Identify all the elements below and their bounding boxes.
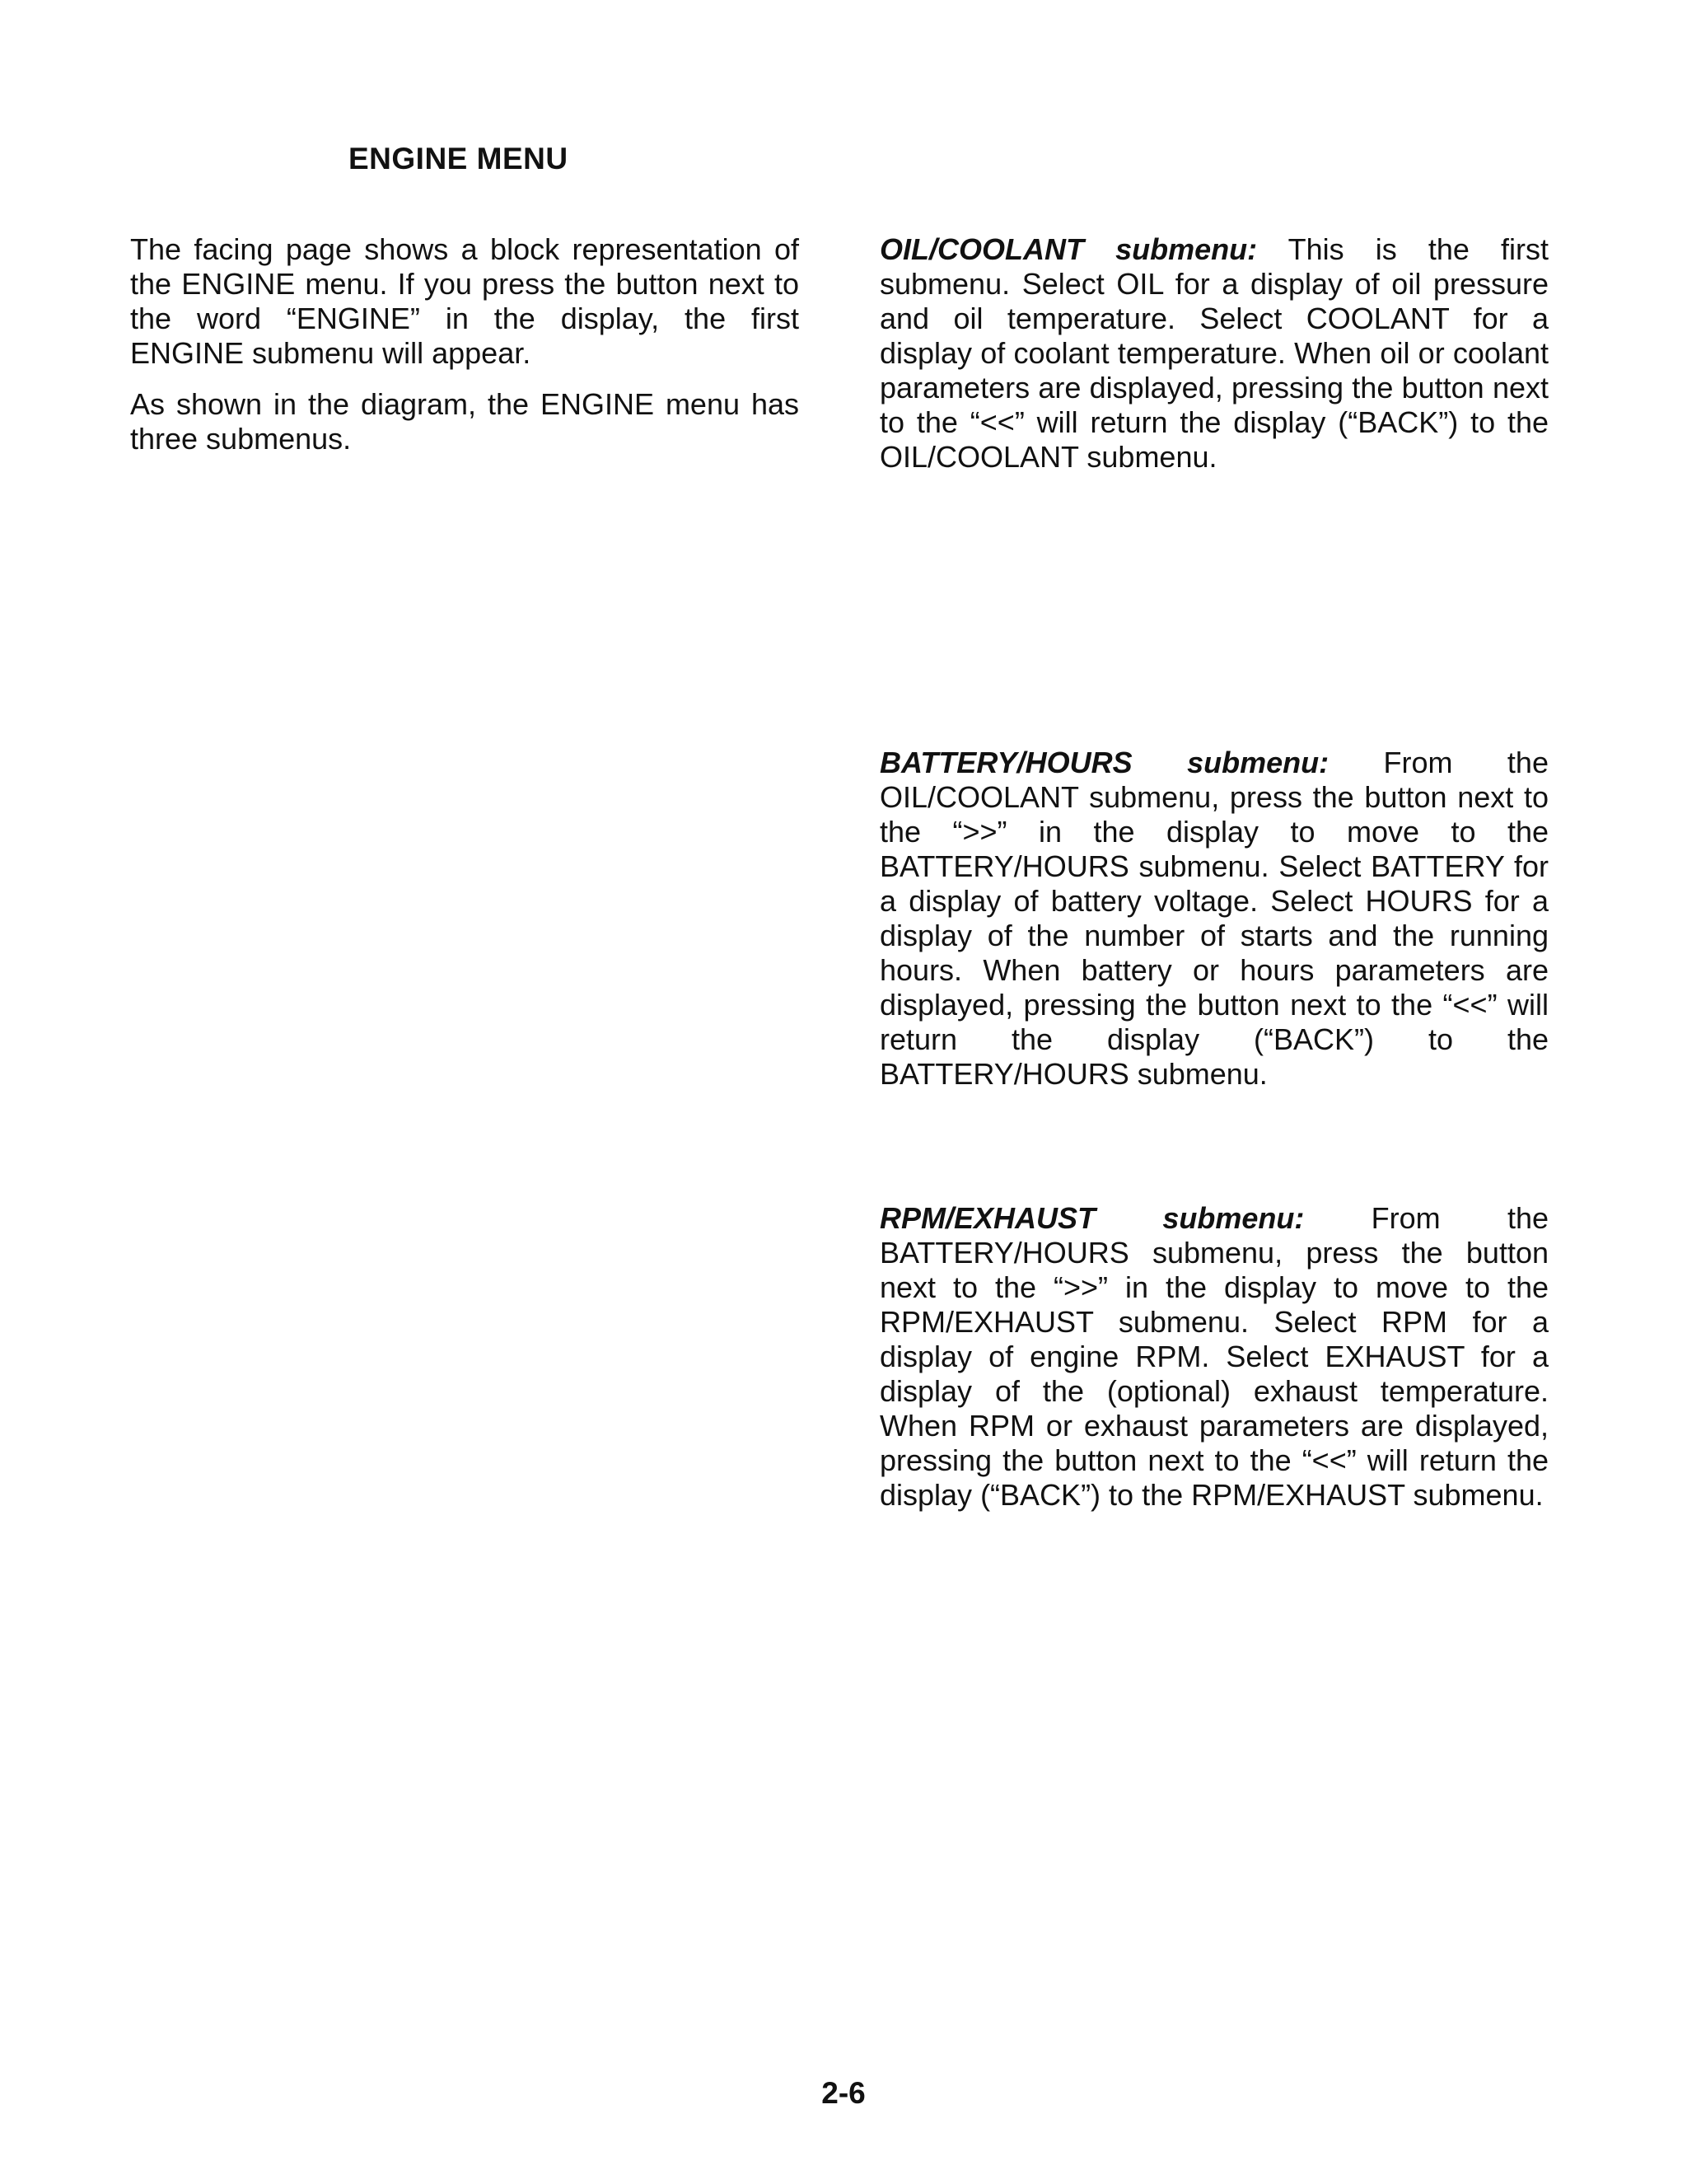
- rpm-exhaust-section: [880, 1201, 1549, 1513]
- oil-coolant-body: This is the first submenu. Select OIL for a display of oil pressure and oil temperature. Select COOLANT for a display of coolant temperature. When oil or coolant parameters are displayed, pressing the button next to the “<<” will return the display (“BACK”) to the OIL/COOLANT submenu.: [880, 232, 1549, 474]
- battery-hours-section: [880, 746, 1549, 1092]
- page-number: 2-6: [821, 2076, 866, 2110]
- submenu-count-paragraph: As shown in the diagram, the ENGINE menu has three submenus.: [130, 387, 799, 456]
- oil-coolant-section: [880, 232, 1549, 475]
- battery-hours-body: From the OIL/COOLANT submenu, press the button next to the “>>” in the display to move to the BATTERY/HOURS submenu. Select BATTERY for a display of battery voltage. Select HOURS for a display of the number of starts and the running hours. When battery or hours parameters are displayed, pressing the button next to the “<<” will return the display (“BACK”) to the BATTERY/HOURS submenu.: [880, 746, 1549, 1091]
- battery-hours-paragraph: [880, 746, 1549, 1092]
- page-heading: ENGINE MENU: [348, 142, 568, 175]
- oil-coolant-lead: OIL/COOLANT submenu:: [880, 232, 1258, 266]
- oil-coolant-paragraph: [880, 232, 1549, 475]
- left-column: [130, 232, 799, 456]
- rpm-exhaust-paragraph: [880, 1201, 1549, 1513]
- battery-hours-lead: BATTERY/HOURS submenu:: [880, 746, 1330, 779]
- rpm-exhaust-lead: RPM/EXHAUST submenu:: [880, 1201, 1305, 1235]
- rpm-exhaust-body: From the BATTERY/HOURS submenu, press the button next to the “>>” in the display to move to the RPM/EXHAUST submenu. Select RPM for a display of engine RPM. Select EXHAUST for a display of the (optional) exhaust temperature. When RPM or exhaust parameters are displayed, pressing the button next to the “<<” will return the display (“BACK”) to the RPM/EXHAUST submenu.: [880, 1201, 1549, 1512]
- intro-paragraph: The facing page shows a block representation of the ENGINE menu. If you press the button next to the word “ENGINE” in the display, the first ENGINE submenu will appear.: [130, 232, 799, 370]
